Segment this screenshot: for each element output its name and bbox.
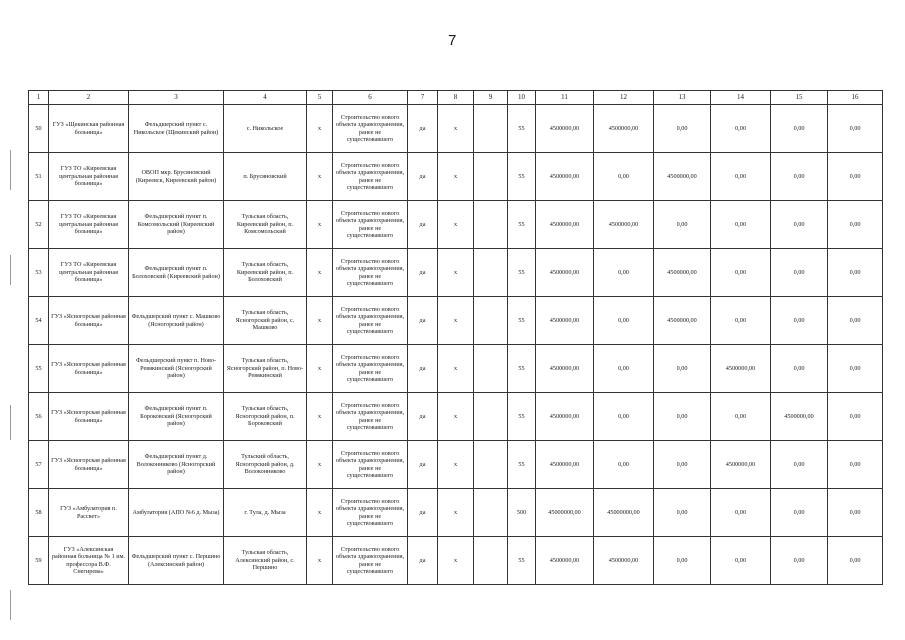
col9-cell <box>474 393 508 441</box>
amount-cell: 0,00 <box>654 105 711 153</box>
amount-cell: 0,00 <box>594 393 654 441</box>
column-number: 2 <box>49 91 129 105</box>
organization-cell: ГУЗ ТО «Киреевская центральная районная больница» <box>49 249 129 297</box>
column-number-row <box>29 91 883 105</box>
col5-cell: х <box>307 537 333 585</box>
amount-cell: 0,00 <box>654 441 711 489</box>
column-number: 11 <box>536 91 594 105</box>
total-amount-cell: 45000000,00 <box>536 489 594 537</box>
col8-cell: х <box>438 153 474 201</box>
table-row <box>29 393 883 441</box>
total-amount-cell: 4500000,00 <box>536 297 594 345</box>
total-amount-cell: 4500000,00 <box>536 153 594 201</box>
column-number: 13 <box>654 91 711 105</box>
object-cell: Амбулатория (АПО №6 д. Мыза) <box>129 489 224 537</box>
object-cell: Фельдшерский пункт с. Машково (Ясногорский район) <box>129 297 224 345</box>
col5-cell: х <box>307 201 333 249</box>
col9-cell <box>474 489 508 537</box>
amount-cell: 4500000,00 <box>711 441 771 489</box>
col7-cell: да <box>408 345 438 393</box>
organization-cell: ГУЗ ТО «Киреевская центральная районная больница» <box>49 153 129 201</box>
construction-table <box>28 90 883 585</box>
col5-cell: х <box>307 105 333 153</box>
col5-cell: х <box>307 297 333 345</box>
construction-type-cell: Строительство нового объекта здравоохранения, ранее не существовавшего <box>333 537 408 585</box>
amount-cell: 0,00 <box>771 249 828 297</box>
amount-cell: 0,00 <box>711 105 771 153</box>
margin-mark-4 <box>10 590 11 620</box>
col10-cell: 55 <box>508 201 536 249</box>
amount-cell: 0,00 <box>711 393 771 441</box>
column-number: 4 <box>224 91 307 105</box>
row-number: 52 <box>29 201 49 249</box>
page-number: 7 <box>448 32 457 49</box>
organization-cell: ГУЗ «Амбулатория п. Рассвет» <box>49 489 129 537</box>
column-number: 12 <box>594 91 654 105</box>
address-cell: Тульский область, Ясногорский район, д. Волоконниково <box>224 441 307 489</box>
col7-cell: да <box>408 537 438 585</box>
col10-cell: 55 <box>508 537 536 585</box>
column-number: 5 <box>307 91 333 105</box>
amount-cell: 0,00 <box>654 489 711 537</box>
col8-cell: х <box>438 441 474 489</box>
amount-cell: 0,00 <box>771 153 828 201</box>
amount-cell: 0,00 <box>828 153 883 201</box>
amount-cell: 0,00 <box>594 297 654 345</box>
amount-cell: 0,00 <box>828 537 883 585</box>
table-row <box>29 249 883 297</box>
col7-cell: да <box>408 153 438 201</box>
object-cell: ОВОП мкр. Брусяновский (Киреевск, Киреевский район) <box>129 153 224 201</box>
row-number: 59 <box>29 537 49 585</box>
construction-type-cell: Строительство нового объекта здравоохранения, ранее не существовавшего <box>333 249 408 297</box>
construction-type-cell: Строительство нового объекта здравоохранения, ранее не существовавшего <box>333 201 408 249</box>
amount-cell: 0,00 <box>771 345 828 393</box>
col10-cell: 55 <box>508 441 536 489</box>
amount-cell: 0,00 <box>828 249 883 297</box>
col9-cell <box>474 537 508 585</box>
col8-cell: х <box>438 345 474 393</box>
amount-cell: 0,00 <box>654 537 711 585</box>
col10-cell: 55 <box>508 105 536 153</box>
amount-cell: 0,00 <box>711 201 771 249</box>
col8-cell: х <box>438 393 474 441</box>
construction-type-cell: Строительство нового объекта здравоохранения, ранее не существовавшего <box>333 105 408 153</box>
col9-cell <box>474 297 508 345</box>
col9-cell <box>474 153 508 201</box>
amount-cell: 0,00 <box>771 489 828 537</box>
total-amount-cell: 4500000,00 <box>536 105 594 153</box>
amount-cell: 0,00 <box>771 105 828 153</box>
amount-cell: 4500000,00 <box>654 153 711 201</box>
amount-cell: 0,00 <box>594 345 654 393</box>
amount-cell: 0,00 <box>828 345 883 393</box>
amount-cell: 0,00 <box>771 441 828 489</box>
amount-cell: 45000000,00 <box>594 489 654 537</box>
col10-cell: 55 <box>508 153 536 201</box>
col10-cell: 55 <box>508 393 536 441</box>
address-cell: Тульская область, Ясногорский район, п. Бороковский <box>224 393 307 441</box>
amount-cell: 0,00 <box>594 249 654 297</box>
object-cell: Фельдшерский пункт п. Бороковский (Ясногорский район) <box>129 393 224 441</box>
margin-mark-1 <box>10 150 11 190</box>
column-number: 8 <box>438 91 474 105</box>
amount-cell: 0,00 <box>711 249 771 297</box>
table-row <box>29 201 883 249</box>
table-row <box>29 345 883 393</box>
column-number: 14 <box>711 91 771 105</box>
address-cell: п. Брусяновский <box>224 153 307 201</box>
organization-cell: ГУЗ «Ясногорская районная больница» <box>49 441 129 489</box>
col7-cell: да <box>408 441 438 489</box>
amount-cell: 4500000,00 <box>654 249 711 297</box>
col7-cell: да <box>408 393 438 441</box>
row-number: 50 <box>29 105 49 153</box>
address-cell: Тульская область, Ясногорский район, п. Ново-Ревякинский <box>224 345 307 393</box>
address-cell: Тульская область, Киреевский район, п. Болоховский <box>224 249 307 297</box>
col8-cell: х <box>438 537 474 585</box>
organization-cell: ГУЗ «Ясногорская районная больница» <box>49 297 129 345</box>
col9-cell <box>474 201 508 249</box>
amount-cell: 0,00 <box>711 537 771 585</box>
address-cell: Тульская область, Алексинский район, с. Першино <box>224 537 307 585</box>
row-number: 56 <box>29 393 49 441</box>
amount-cell: 0,00 <box>654 345 711 393</box>
total-amount-cell: 4500000,00 <box>536 345 594 393</box>
row-number: 54 <box>29 297 49 345</box>
amount-cell: 0,00 <box>594 441 654 489</box>
construction-type-cell: Строительство нового объекта здравоохранения, ранее не существовавшего <box>333 297 408 345</box>
amount-cell: 0,00 <box>828 393 883 441</box>
amount-cell: 0,00 <box>594 153 654 201</box>
amount-cell: 0,00 <box>828 441 883 489</box>
amount-cell: 0,00 <box>771 537 828 585</box>
amount-cell: 0,00 <box>828 489 883 537</box>
construction-type-cell: Строительство нового объекта здравоохранения, ранее не существовавшего <box>333 345 408 393</box>
col8-cell: х <box>438 201 474 249</box>
col8-cell: х <box>438 297 474 345</box>
construction-type-cell: Строительство нового объекта здравоохранения, ранее не существовавшего <box>333 153 408 201</box>
address-cell: Тульская область, Ясногорский район, с. Машково <box>224 297 307 345</box>
amount-cell: 0,00 <box>711 489 771 537</box>
col10-cell: 500 <box>508 489 536 537</box>
address-cell: Тульская область, Киреевский район, п. Комсомольский <box>224 201 307 249</box>
column-number: 9 <box>474 91 508 105</box>
amount-cell: 0,00 <box>711 153 771 201</box>
table-row <box>29 537 883 585</box>
total-amount-cell: 4500000,00 <box>536 201 594 249</box>
organization-cell: ГУЗ «Алексинская районная больница № 1 им. профессора В.Ф. Снегирева» <box>49 537 129 585</box>
col8-cell: х <box>438 249 474 297</box>
table-row <box>29 297 883 345</box>
col7-cell: да <box>408 249 438 297</box>
table-row <box>29 489 883 537</box>
address-cell: г. Тула, д. Мыза <box>224 489 307 537</box>
row-number: 57 <box>29 441 49 489</box>
object-cell: Фельдшерский пункт с. Никольское (Щекинский район) <box>129 105 224 153</box>
column-number: 6 <box>333 91 408 105</box>
address-cell: с. Никольское <box>224 105 307 153</box>
column-number: 7 <box>408 91 438 105</box>
margin-mark-3 <box>10 405 11 440</box>
object-cell: Фельдшерский пункт с. Першино (Алексинский район) <box>129 537 224 585</box>
col5-cell: х <box>307 489 333 537</box>
row-number: 53 <box>29 249 49 297</box>
row-number: 51 <box>29 153 49 201</box>
col10-cell: 55 <box>508 249 536 297</box>
organization-cell: ГУЗ «Ясногорская районная больница» <box>49 393 129 441</box>
amount-cell: 0,00 <box>654 201 711 249</box>
total-amount-cell: 4500000,00 <box>536 249 594 297</box>
col9-cell <box>474 441 508 489</box>
amount-cell: 0,00 <box>771 297 828 345</box>
amount-cell: 4500000,00 <box>594 537 654 585</box>
total-amount-cell: 4500000,00 <box>536 537 594 585</box>
col5-cell: х <box>307 153 333 201</box>
organization-cell: ГУЗ «Ясногорская районная больница» <box>49 345 129 393</box>
col5-cell: х <box>307 441 333 489</box>
table-row <box>29 153 883 201</box>
amount-cell: 0,00 <box>828 297 883 345</box>
amount-cell: 4500000,00 <box>594 105 654 153</box>
col7-cell: да <box>408 489 438 537</box>
col5-cell: х <box>307 345 333 393</box>
column-number: 3 <box>129 91 224 105</box>
total-amount-cell: 4500000,00 <box>536 393 594 441</box>
column-number: 15 <box>771 91 828 105</box>
table-row <box>29 105 883 153</box>
amount-cell: 0,00 <box>828 105 883 153</box>
col8-cell: х <box>438 489 474 537</box>
table-row <box>29 441 883 489</box>
col5-cell: х <box>307 249 333 297</box>
construction-type-cell: Строительство нового объекта здравоохранения, ранее не существовавшего <box>333 489 408 537</box>
amount-cell: 0,00 <box>771 201 828 249</box>
col8-cell: х <box>438 105 474 153</box>
object-cell: Фельдшерский пункт п. Комсомольский (Киреевский район) <box>129 201 224 249</box>
col5-cell: х <box>307 393 333 441</box>
construction-type-cell: Строительство нового объекта здравоохранения, ранее не существовавшего <box>333 393 408 441</box>
total-amount-cell: 4500000,00 <box>536 441 594 489</box>
organization-cell: ГУЗ ТО «Киреевская центральная районная больница» <box>49 201 129 249</box>
row-number: 58 <box>29 489 49 537</box>
col7-cell: да <box>408 105 438 153</box>
col10-cell: 55 <box>508 297 536 345</box>
amount-cell: 0,00 <box>711 297 771 345</box>
margin-mark-2 <box>10 255 11 285</box>
col10-cell: 55 <box>508 345 536 393</box>
object-cell: Фельдшерский пункт п. Болоховский (Киреевский район) <box>129 249 224 297</box>
column-number: 1 <box>29 91 49 105</box>
amount-cell: 4500000,00 <box>654 297 711 345</box>
construction-type-cell: Строительство нового объекта здравоохранения, ранее не существовавшего <box>333 441 408 489</box>
amount-cell: 4500000,00 <box>594 201 654 249</box>
col9-cell <box>474 345 508 393</box>
col7-cell: да <box>408 297 438 345</box>
amount-cell: 4500000,00 <box>711 345 771 393</box>
column-number: 16 <box>828 91 883 105</box>
col7-cell: да <box>408 201 438 249</box>
object-cell: Фельдшерский пункт д. Волоконниково (Ясногорский район) <box>129 441 224 489</box>
organization-cell: ГУЗ «Щекинская районная больница» <box>49 105 129 153</box>
col9-cell <box>474 249 508 297</box>
amount-cell: 4500000,00 <box>771 393 828 441</box>
object-cell: Фельдшерский пункт п. Ново-Ревякинский (Ясногорский район) <box>129 345 224 393</box>
col9-cell <box>474 105 508 153</box>
row-number: 55 <box>29 345 49 393</box>
amount-cell: 0,00 <box>654 393 711 441</box>
amount-cell: 0,00 <box>828 201 883 249</box>
column-number: 10 <box>508 91 536 105</box>
